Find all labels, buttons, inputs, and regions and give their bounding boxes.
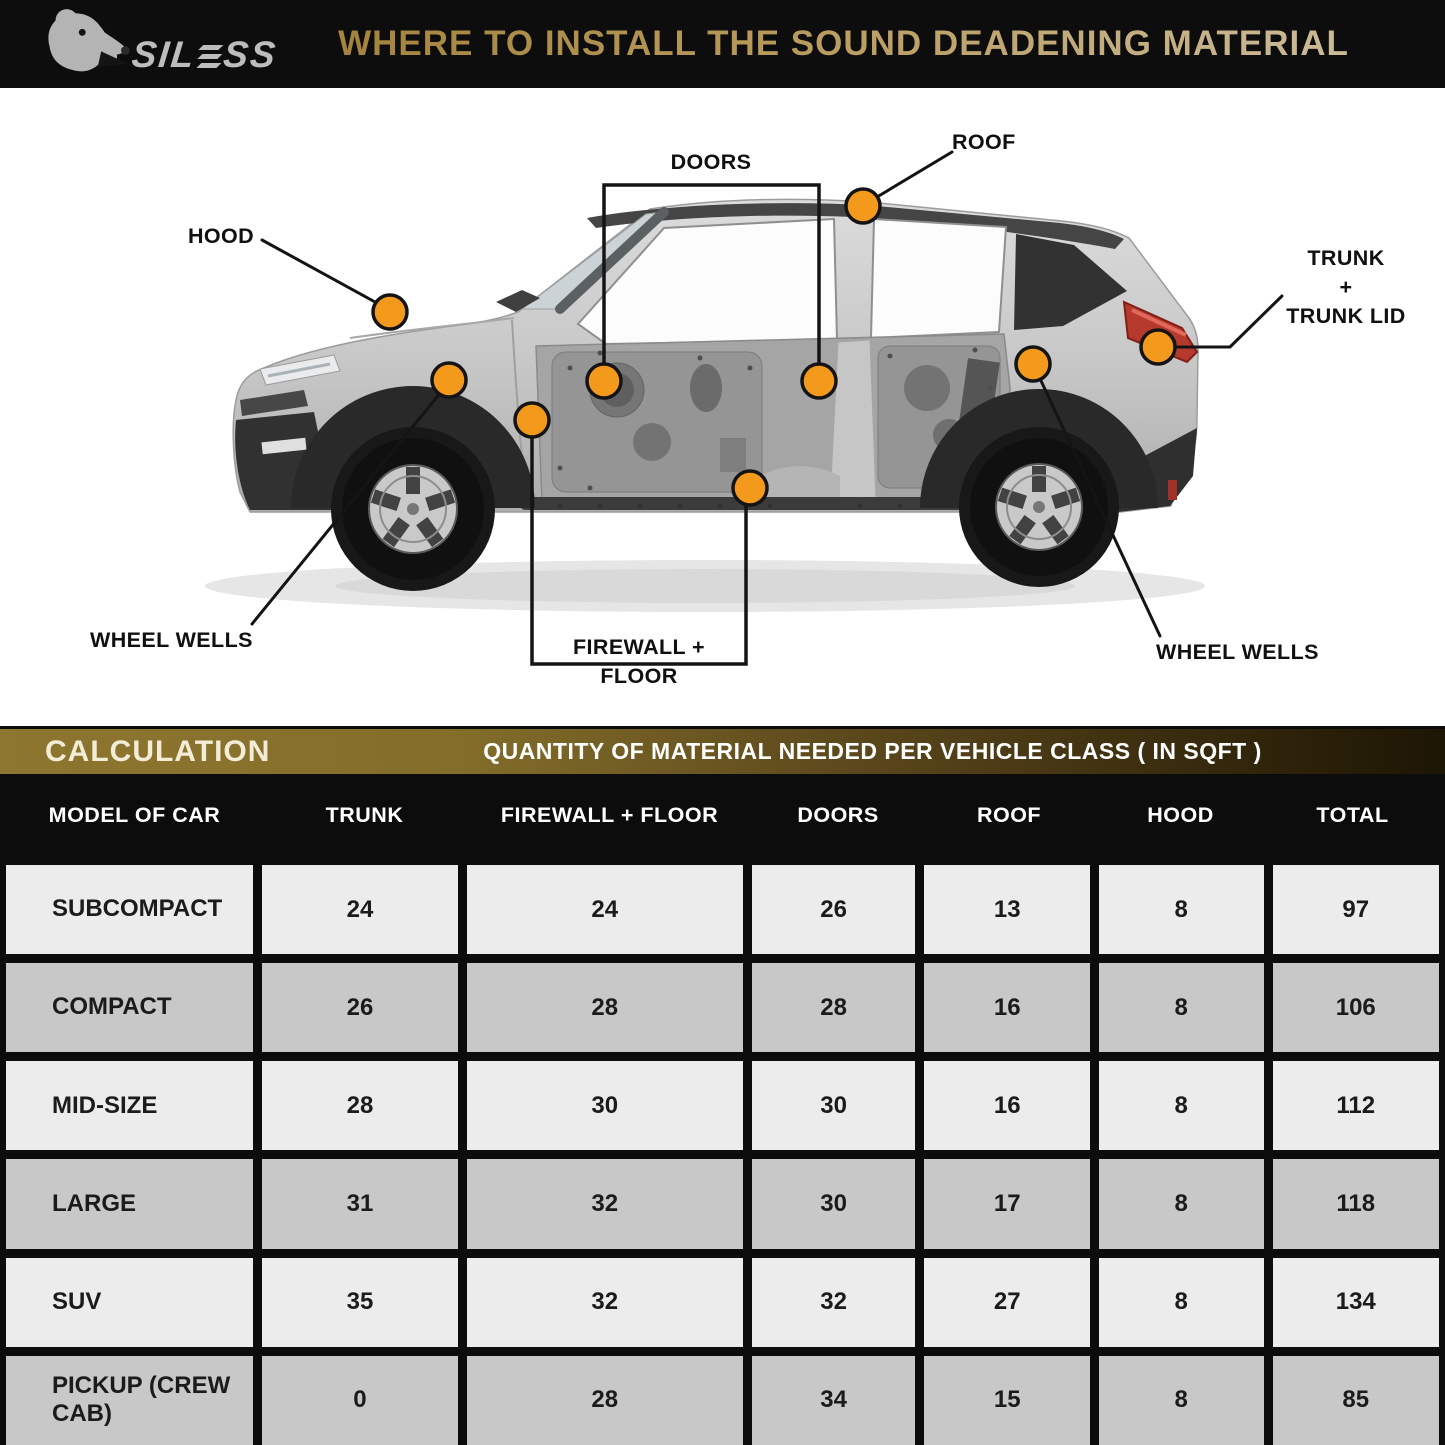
cell-value: 112 <box>1273 1061 1439 1150</box>
car-diagram <box>0 88 1445 726</box>
cell-value: 134 <box>1273 1258 1439 1347</box>
calculation-title: CALCULATION <box>45 734 271 768</box>
cell-value: 8 <box>1099 1258 1264 1347</box>
cell-model: SUBCOMPACT <box>6 865 253 954</box>
column-header-hood: HOOD <box>1147 802 1214 827</box>
front-wheel-well-marker-dot <box>432 363 466 397</box>
cell-value: 118 <box>1273 1159 1439 1248</box>
cell-value: 32 <box>467 1159 743 1248</box>
cell-value: 28 <box>467 963 743 1052</box>
cell-model: MID-SIZE <box>6 1061 253 1150</box>
doors-label: DOORS <box>670 150 752 174</box>
hood-label: HOOD <box>188 224 255 248</box>
cell-value: 30 <box>467 1061 743 1150</box>
brand-e-bars-icon <box>198 45 220 68</box>
roof-callout-line <box>872 152 952 200</box>
front-door-marker-dot <box>587 364 621 398</box>
rear-reflector <box>1168 480 1177 500</box>
cell-value: 32 <box>467 1258 743 1347</box>
cell-model: PICKUP (CREW CAB) <box>6 1356 253 1445</box>
cell-value: 31 <box>262 1159 457 1248</box>
cell-value: 0 <box>262 1356 457 1445</box>
wheel-wells-left-label: WHEEL WELLS <box>90 628 253 652</box>
table-body <box>0 856 1445 1445</box>
cell-value: 27 <box>924 1258 1090 1347</box>
column-header-doors: DOORS <box>797 802 879 827</box>
cell-value: 8 <box>1099 1356 1264 1445</box>
brand-wordmark <box>130 34 279 76</box>
cell-value: 32 <box>752 1258 916 1347</box>
header-bar <box>0 0 1445 88</box>
roof-label: ROOF <box>952 130 1016 154</box>
cell-value: 30 <box>752 1061 916 1150</box>
cell-value: 8 <box>1099 963 1264 1052</box>
brand-logo <box>34 3 284 85</box>
trunk-marker-dot <box>1141 330 1175 364</box>
wheel-wells-right-label: WHEEL WELLS <box>1156 640 1319 664</box>
column-header-roof: ROOF <box>976 802 1042 827</box>
cell-value: 24 <box>467 865 743 954</box>
cell-value: 28 <box>262 1061 457 1150</box>
rear-window-aperture <box>871 219 1006 338</box>
cell-value: 85 <box>1273 1356 1439 1445</box>
cell-value: 8 <box>1099 1061 1264 1150</box>
trunk-label <box>1270 244 1422 331</box>
hood-callout-line <box>262 240 386 308</box>
cell-model: COMPACT <box>6 963 253 1052</box>
cell-value: 15 <box>924 1356 1090 1445</box>
table-header-row <box>0 774 1445 856</box>
cell-value: 28 <box>467 1356 743 1445</box>
roof-marker-dot <box>846 189 880 223</box>
rear-door-marker-dot <box>802 364 836 398</box>
firewall-floor-label: FIREWALL + FLOOR <box>572 635 705 689</box>
floor-marker-dot <box>733 471 767 505</box>
cell-value: 106 <box>1273 963 1439 1052</box>
calculation-bar <box>0 726 1445 774</box>
rear-wheel-well-marker-dot <box>1016 347 1050 381</box>
cell-value: 30 <box>752 1159 916 1248</box>
column-header-model: MODEL OF CAR <box>48 802 221 827</box>
calculation-subtitle: QUANTITY OF MATERIAL NEEDED PER VEHICLE CLASS ( IN SQFT ) <box>483 738 1262 764</box>
cell-value: 35 <box>262 1258 457 1347</box>
cell-value: 97 <box>1273 865 1439 954</box>
brand-text-suffix: SS <box>221 34 280 75</box>
trunk-label-line2: + <box>1339 275 1353 300</box>
cell-value: 16 <box>924 963 1090 1052</box>
firewall-marker-dot <box>515 403 549 437</box>
page-title: WHERE TO INSTALL THE SOUND DEADENING MATERIAL <box>284 24 1403 64</box>
cell-value: 8 <box>1099 1159 1264 1248</box>
cell-value: 17 <box>924 1159 1090 1248</box>
column-header-firewall-floor: FIREWALL + FLOOR <box>500 802 719 827</box>
cell-value: 24 <box>262 865 457 954</box>
cell-value: 8 <box>1099 865 1264 954</box>
cell-value: 34 <box>752 1356 916 1445</box>
hood-marker-dot <box>373 295 407 329</box>
cell-model: SUV <box>6 1258 253 1347</box>
cell-value: 28 <box>752 963 916 1052</box>
cell-value: 26 <box>262 963 457 1052</box>
cell-value: 26 <box>752 865 916 954</box>
trunk-label-line3: TRUNK LID <box>1286 304 1406 329</box>
cell-value: 13 <box>924 865 1090 954</box>
column-header-trunk: TRUNK <box>325 802 404 827</box>
cell-model: LARGE <box>6 1159 253 1248</box>
trunk-label-line1: TRUNK <box>1307 246 1385 270</box>
brand-text-prefix: SIL <box>129 34 198 75</box>
cell-value: 16 <box>924 1061 1090 1150</box>
column-header-total: TOTAL <box>1316 802 1389 827</box>
